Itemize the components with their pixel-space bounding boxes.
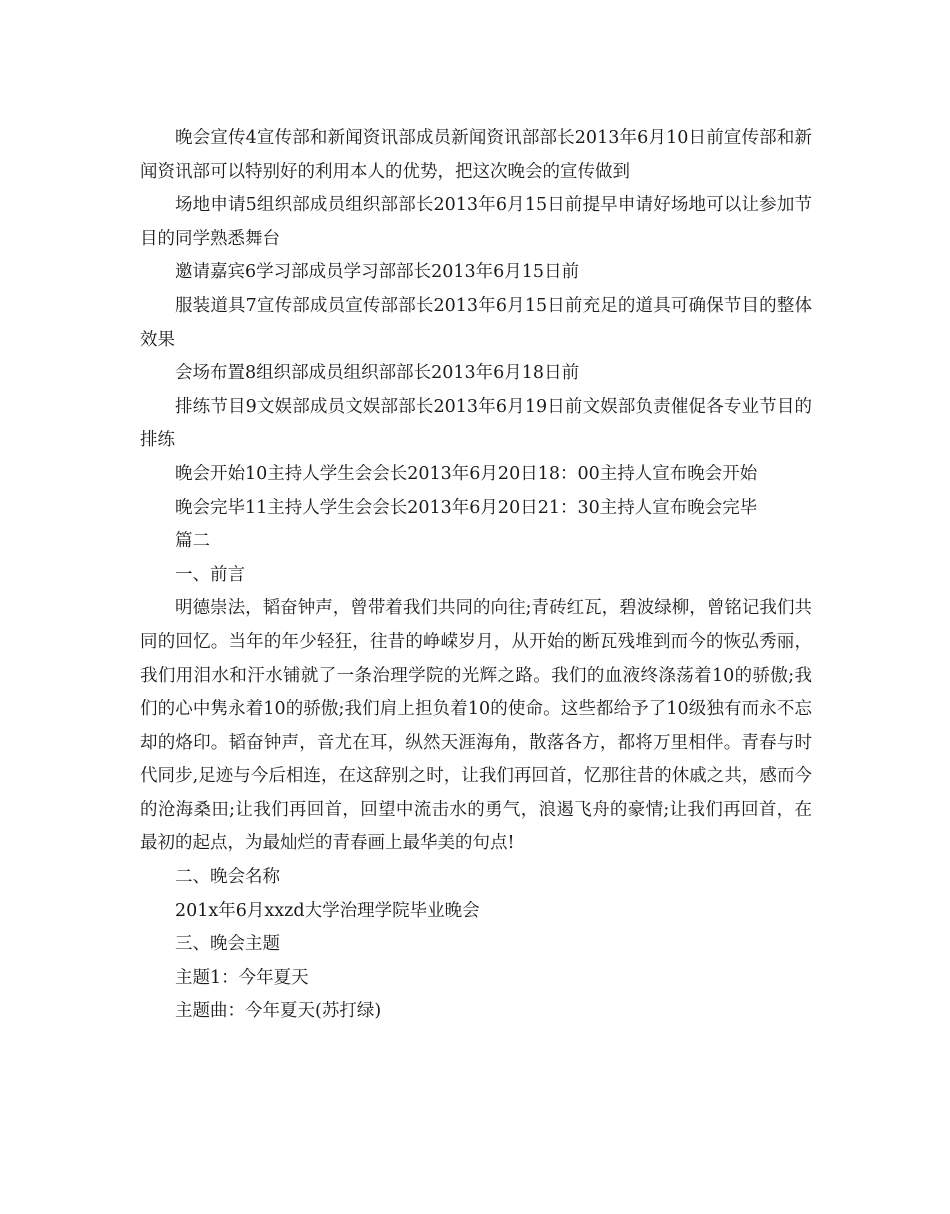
schedule-item-costumes: 服装道具7宣传部成员宣传部部长2013年6月15日前充足的道具可确保节目的整体效果 — [140, 295, 812, 350]
party-theme-song: 主题曲：今年夏天(苏打绿) — [175, 1001, 382, 1022]
preface-paragraph: 明德崇法，韬奋钟声，曾带着我们共同的向往;青砖红瓦，碧波绿柳，曾铭记我们共同的回忆。当年的年少轻狂，往昔的峥嵘岁月，从开始的断瓦残堆到而今的恢弘秀丽，我们用泪水和汗水铺就了一条治理学院的光辉之路。我们的血液终涤荡着10的骄傲;我们的心中隽永着10的骄傲;我们肩上担负着10的使命。这些都给予了10级独有而永不忘却的烙印。韬奋钟声，音尤在耳，纵然天涯海角，散落各方，都将万里相伴。青春与时代同步,足迹与今后相连，在这辞别之时，让我们再回首，忆那往昔的休戚之共，感而今的沧海桑田;让我们再回首，回望中流击水的勇气，浪遏飞舟的豪情;让我们再回首，在最初的起点，为最灿烂的青春画上最华美的句点! — [140, 598, 812, 854]
schedule-item-guests: 邀请嘉宾6学习部成员学习部部长2013年6月15日前 — [175, 262, 580, 283]
schedule-item-publicity: 晚会宣传4宣传部和新闻资讯部成员新闻资讯部部长2013年6月10日前宣传部和新闻资讯部可以特别好的利用本人的优势，把这次晚会的宣传做到 — [140, 128, 812, 182]
part-two-heading: 篇二 — [175, 531, 210, 552]
preface-heading: 一、前言 — [175, 564, 245, 585]
party-name-text: 201x年6月xxzd大学治理学院毕业晚会 — [175, 900, 480, 921]
document-body — [140, 122, 812, 1029]
party-name-heading: 二、晚会名称 — [175, 867, 280, 888]
schedule-item-rehearsal: 排练节目9文娱部成员文娱部部长2013年6月19日前文娱部负责催促各专业节目的排练 — [140, 396, 812, 451]
schedule-item-end: 晚会完毕11主持人学生会会长2013年6月20日21：30主持人宣布晚会完毕 — [175, 497, 758, 518]
party-theme-heading: 三、晚会主题 — [175, 934, 280, 955]
schedule-item-start: 晚会开始10主持人学生会会长2013年6月20日18：00主持人宣布晚会开始 — [175, 463, 758, 484]
schedule-item-venue: 场地申请5组织部成员组织部部长2013年6月15日前提早申请好场地可以让参加节目的同学熟悉舞台 — [140, 195, 812, 249]
party-theme-text: 主题1：今年夏天 — [175, 967, 309, 988]
schedule-item-decoration: 会场布置8组织部成员组织部部长2013年6月18日前 — [175, 363, 580, 384]
